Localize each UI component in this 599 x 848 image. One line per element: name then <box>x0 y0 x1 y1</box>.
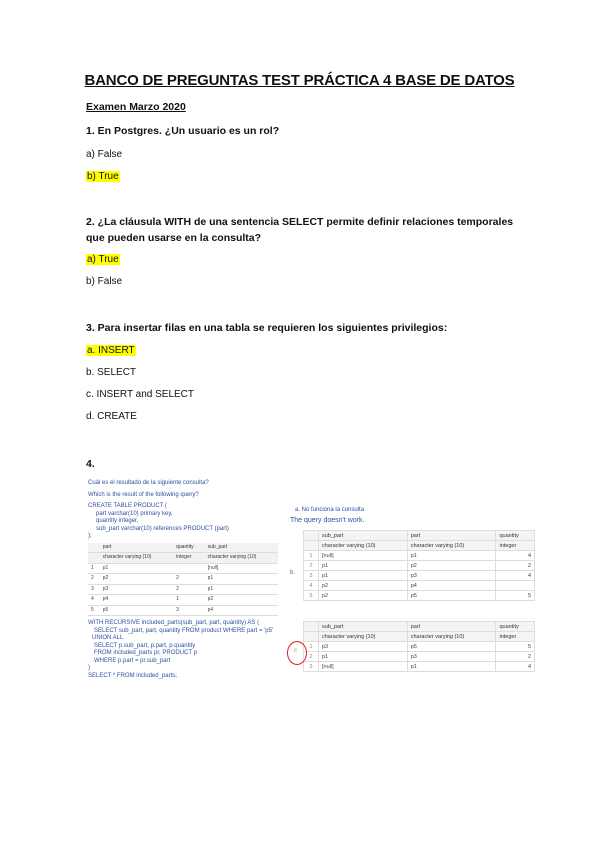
cell: p1 <box>319 561 408 571</box>
cell: 1 <box>304 551 319 561</box>
product-header-part: part <box>100 543 173 553</box>
result-type-quantity: integer <box>496 632 535 642</box>
cell: p5 <box>407 642 496 652</box>
result-type-idx <box>304 541 319 551</box>
result-header-quantity: quantity <box>496 531 535 541</box>
cell: 5 <box>304 591 319 601</box>
option-3d: d. CREATE <box>86 411 137 422</box>
query-line-1: WITH RECURSIVE included_parts(sub_part, part, quantity) AS ( <box>88 620 260 626</box>
product-header-subpart: sub_part <box>205 543 278 553</box>
query-line-5: FROM included_parts pr, PRODUCT p <box>94 650 197 656</box>
product-type-quantity: integer <box>173 553 205 564</box>
cell: p1 <box>407 551 496 561</box>
embedded-query-screenshot <box>88 480 303 680</box>
create-line-5: ); <box>88 533 92 539</box>
product-type-subpart: character varying (10) <box>205 553 278 564</box>
cell: p2 <box>319 581 408 591</box>
cell: [null] <box>205 563 278 574</box>
result-header-part: part <box>407 531 496 541</box>
cell: p1 <box>319 652 408 662</box>
result-type-quantity: integer <box>496 541 535 551</box>
question-2: 2. ¿La cláusula WITH de una sentencia SELECT permite definir relaciones temporales que pueden usarse en la consulta? <box>86 216 514 244</box>
cell: 5 <box>496 591 535 601</box>
cell <box>496 581 535 591</box>
result-type-subpart: character varying (10) <box>319 632 408 642</box>
cell: 3 <box>304 662 319 672</box>
cell: 2 <box>304 652 319 662</box>
create-line-4: sub_part varchar(10) references PRODUCT (part) <box>96 525 229 532</box>
option-3a-highlighted: a. INSERT <box>87 345 135 356</box>
table-row <box>304 571 535 581</box>
result-type-part: character varying (10) <box>407 541 496 551</box>
query-line-8: SELECT * FROM included_parts; <box>88 672 177 679</box>
create-line-2: part varchar(10) primary key, <box>96 510 173 517</box>
result-type-part: character varying (10) <box>407 632 496 642</box>
cell: [null] <box>319 662 408 672</box>
option-3b: b. SELECT <box>86 367 137 378</box>
result-type-subpart: character varying (10) <box>319 541 408 551</box>
cell: p1 <box>205 574 278 585</box>
cell: p5 <box>100 605 173 616</box>
cell: p2 <box>100 574 173 585</box>
table-row <box>88 563 278 574</box>
table-row <box>304 652 535 662</box>
prompt-en: Which is the result of the following query? <box>88 491 199 498</box>
query-line-3: UNION ALL <box>92 635 124 641</box>
cell: p1 <box>205 584 278 595</box>
table-row <box>304 581 535 591</box>
table-row <box>304 662 535 672</box>
question-1: 1. En Postgres. ¿Un usuario es un rol? <box>86 125 280 137</box>
cell: 2 <box>304 561 319 571</box>
result-header-quantity: quantity <box>496 622 535 632</box>
table-row <box>304 551 535 561</box>
answer-option-c-label: c <box>294 648 297 654</box>
cell: 2 <box>496 652 535 662</box>
option-3c: c. INSERT and SELECT <box>86 389 195 400</box>
table-row <box>304 591 535 601</box>
result-header-subpart: sub_part <box>319 531 408 541</box>
table-row <box>304 561 535 571</box>
cell: 5 <box>496 642 535 652</box>
cell: p3 <box>100 584 173 595</box>
product-header-idx <box>88 543 100 553</box>
cell <box>173 563 205 574</box>
cell: 4 <box>496 551 535 561</box>
prompt-es: Cuál es el resultado de la siguiente consulta? <box>88 480 209 486</box>
cell: p2 <box>319 591 408 601</box>
table-row <box>88 605 278 616</box>
cell: 2 <box>173 574 205 585</box>
result-table-c <box>303 621 535 672</box>
table-row <box>88 584 278 595</box>
cell: 2 <box>173 584 205 595</box>
cell: 1 <box>173 595 205 606</box>
result-type-idx <box>304 632 319 642</box>
product-type-idx <box>88 553 100 564</box>
answer-option-a: a. No funciona la consulta <box>295 507 365 513</box>
cell: p1 <box>319 571 408 581</box>
cell: p2 <box>407 561 496 571</box>
cell: 4 <box>304 581 319 591</box>
question-4: 4. <box>86 458 95 470</box>
option-1a: a) False <box>86 149 123 160</box>
create-line-3: quantity integer, <box>96 518 139 524</box>
cell: 4 <box>496 662 535 672</box>
option-1b-highlighted: b) True <box>87 171 119 182</box>
option-2b: b) False <box>86 276 123 287</box>
cell: 4 <box>496 571 535 581</box>
cell: 3 <box>88 584 100 595</box>
cell: 1 <box>304 642 319 652</box>
query-line-2: SELECT sub_part, part, quantity FROM product WHERE part = 'p5' <box>94 627 274 634</box>
answer-option-b-label: b. <box>290 570 296 576</box>
table-row <box>88 595 278 606</box>
table-row <box>88 574 278 585</box>
cell: 2 <box>88 574 100 585</box>
result-header-idx <box>304 531 319 541</box>
cell: p4 <box>407 581 496 591</box>
question-3: 3. Para insertar filas en una tabla se requieren los siguientes privilegios: <box>86 322 448 334</box>
result-table-b <box>303 530 535 601</box>
cell: 1 <box>88 563 100 574</box>
cell: p1 <box>407 662 496 672</box>
cell: p4 <box>100 595 173 606</box>
result-header-part: part <box>407 622 496 632</box>
table-row <box>304 642 535 652</box>
cell: p5 <box>407 591 496 601</box>
cell: p3 <box>407 652 496 662</box>
cell: p2 <box>205 595 278 606</box>
answer-circle-mark <box>287 641 307 665</box>
cell: p1 <box>100 563 173 574</box>
result-header-idx <box>304 622 319 632</box>
product-type-part: character varying (10) <box>100 553 173 564</box>
cell: p3 <box>319 642 408 652</box>
product-table <box>88 543 278 617</box>
cell: [null] <box>319 551 408 561</box>
create-line-1: CREATE TABLE PRODUCT ( <box>88 503 167 509</box>
query-line-6: WHERE p.part = pr.sub_part <box>94 657 171 664</box>
cell: 2 <box>496 561 535 571</box>
cell: p4 <box>205 605 278 616</box>
cell: 4 <box>88 595 100 606</box>
exam-header: Examen Marzo 2020 <box>86 101 186 113</box>
cell: 5 <box>88 605 100 616</box>
query-line-4: SELECT p.sub_part, p.part, p.quantity <box>94 642 196 649</box>
result-header-subpart: sub_part <box>319 622 408 632</box>
option-2a-highlighted: a) True <box>87 254 119 265</box>
query-line-7: ) <box>88 665 90 671</box>
product-header-quantity: quantity <box>173 543 205 553</box>
cell: 3 <box>173 605 205 616</box>
page-title: BANCO DE PREGUNTAS TEST PRÁCTICA 4 BASE DE DATOS <box>84 72 515 89</box>
answer-option-a-en: The query doesn't work. <box>290 517 365 524</box>
cell: 3 <box>304 571 319 581</box>
cell: p3 <box>407 571 496 581</box>
